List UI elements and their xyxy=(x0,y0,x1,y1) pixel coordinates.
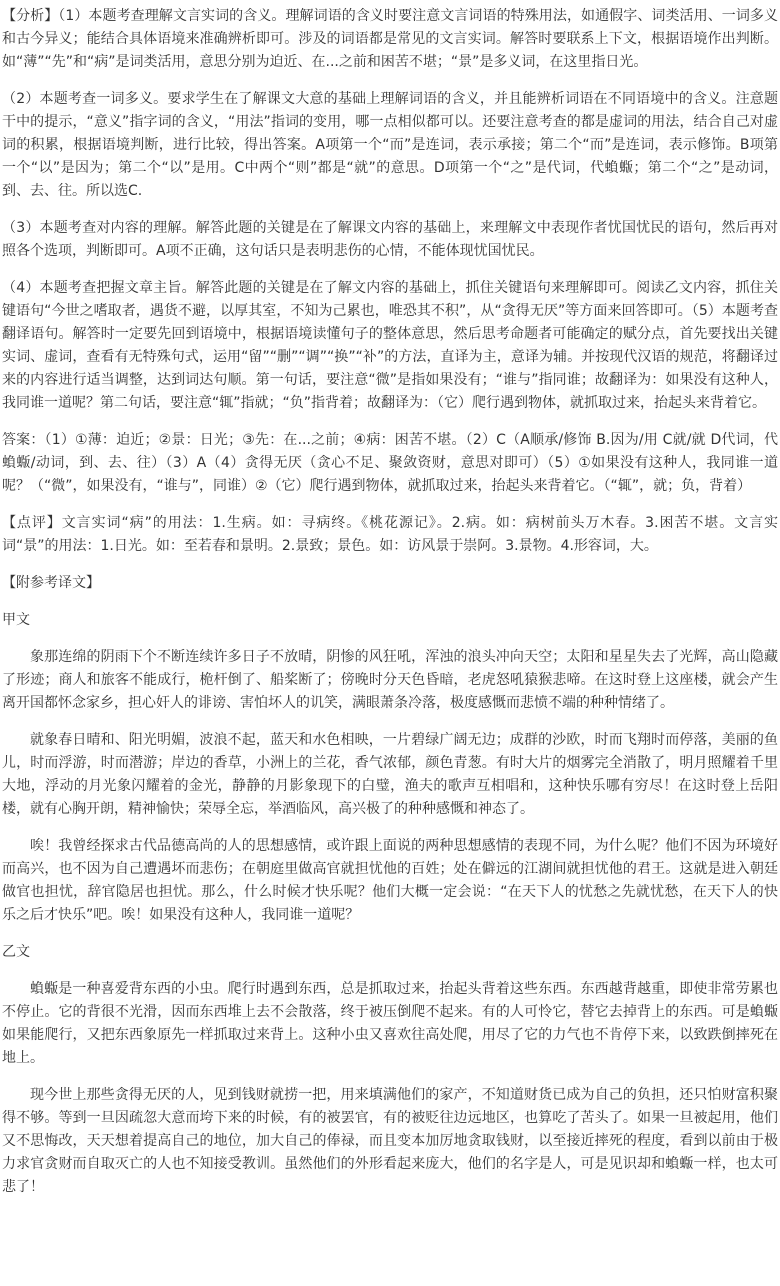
text-b-label: 乙文 xyxy=(2,944,30,960)
comment-paragraph: 【点评】文言实词“病”的用法：1.生病。如：寻病终。《桃花源记》。2.病。如：病树前头万木春。3.困苦不堪。文言实词“景”的用法：1.日光。如：至若春和景明。2.景致；景色。如：访风景于崇阿。3.景物。4.形容词，大。 xyxy=(2,515,778,554)
analysis-paragraph-2: （2）本题考查一词多义。要求学生在了解课文大意的基础上理解词语的含义，并且能辨析词语在不同语境中的含义。注意题干中的提示，“意义”指字词的含义，“用法”指词的变用，哪一点相似都可以。还要注意考查的都是虚词的用法，结合自己对虚词的积累，根据语境判断，进行比较，得出答案。A项第一个“而”是连词，表示承接；第二个“而”是连词，表示修饰。B项第一个“以”是因为；第二个“以”是用。C中两个“则”都是“就”的意思。D项第一个“之”是代词，代蝜蝂；第二个“之”是动词，到、去、往。所以选C. xyxy=(2,91,778,199)
text-b-paragraph-1: 蝜蝂是一种喜爱背东西的小虫。爬行时遇到东西，总是抓取过来，抬起头背着这些东西。东西越背越重，即使非常劳累也不停止。它的背很不光滑，因而东西堆上去不会散落，终于被压倒爬不起来。有的人可怜它，替它去掉背上的东西。可是蝜蝂如果能爬行，又把东西象原先一样抓取过来背上。这种小虫又喜欢往高处爬，用尽了它的力气也不肯停下来，以致跌倒摔死在地上。 xyxy=(2,981,778,1066)
answer-paragraph: 答案：（1）①薄：迫近；②景：日光；③先：在...之前；④病：困苦不堪。（2）C（A顺承/修饰 B.因为/用 C就/就 D代词，代蝜蝂/动词，到、去、往）（3）A（4）贪得无厌（贪心不足、聚敛资财，意思对即可）（5）①如果没有这种人，我同谁一道呢？（“微”，如果没有，“谁与”，同谁）②（它）爬行遇到物体，就抓取过来，抬起头来背着它。（“辄”，就；负，背着） xyxy=(2,432,778,494)
analysis-paragraph-4: （4）本题考查把握文章主旨。解答此题的关键是在了解文内容的基础上，抓住关键语句来理解即可。阅读乙文内容，抓住关键语句“今世之嗜取者，遇货不避，以厚其室，不知为己累也，唯恐其不积”，从“贪得无厌”等方面来回答即可。（5）本题考查翻译语句。解答时一定要先回到语境中，根据语境读懂句子的整体意思，然后思考命题者可能确定的赋分点，首先要找出关键实词、虚词，查看有无特殊句式，运用“留”“删”“调”“换”“补”的方法，直译为主，意译为辅。并按现代汉语的规范，将翻译过来的内容进行适当调整，达到词达句顺。第一句话，要注意“微”是指如果没有；“谁与”指同谁；故翻译为：如果没有这种人，我同谁一道呢？第二句话，要注意“辄”指就；“负”指背着；故翻译为：（它）爬行遇到物体，就抓取过来，抬起头来背着它。 xyxy=(2,280,778,411)
text-a-paragraph-2: 就象春日晴和、阳光明媚，波浪不起，蓝天和水色相映，一片碧绿广阔无边；成群的沙欧，时而飞翔时而停落，美丽的鱼儿，时而浮游，时而潜游；岸边的香草，小洲上的兰花，香气浓郁，颜色青葱。有时大片的烟雾完全消散了，明月照耀着千里大地，浮动的月光象闪耀着的金光，静静的月影象现下的白璧，渔夫的歌声互相唱和，这种快乐哪有穷尽！在这时登上岳阳楼，就有心胸开朗，精神愉快；荣辱全忘，举酒临风，高兴极了的种种感慨和神态了。 xyxy=(2,732,778,817)
text-a-paragraph-1: 象那连绵的阴雨下个不断连续许多日子不放晴，阴惨的风狂吼，浑浊的浪头冲向天空；太阳和星星失去了光辉，高山隐藏了形迹；商人和旅客不能成行，桅杆倒了、船桨断了；傍晚时分天色昏暗，老虎怒吼猿猴悲啼。在这时登上这座楼，就会产生离开国都怀念家乡，担心奸人的诽谤、害怕坏人的讥笑，满眼萧条冷落，极度感慨而悲愤不端的种种情绪了。 xyxy=(2,649,778,711)
analysis-paragraph-3: （3）本题考查对内容的理解。解答此题的关键是在了解课文内容的基础上，来理解文中表现作者忧国忧民的语句，然后再对照各个选项，判断即可。A项不正确，这句话只是表明悲伤的心情，不能体现忧国忧民。 xyxy=(2,220,778,259)
analysis-paragraph-1: 【分析】（1）本题考查理解文言实词的含义。理解词语的含义时要注意文言词语的特殊用法，如通假字、词类活用、一词多义和古今异义；能结合具体语境来准确辨析即可。涉及的词语都是常见的文言实词。解答时要联系上下文，根据语境作出判断。如“薄”“先”和“病”是词类活用，意思分别为迫近、在...之前和困苦不堪；“景”是多义词，在这里指日光。 xyxy=(2,8,778,70)
translation-heading: 【附参考译文】 xyxy=(2,575,100,591)
text-b-paragraph-2: 现今世上那些贪得无厌的人，见到钱财就捞一把，用来填满他们的家产，不知道财货已成为自己的负担，还只怕财富积聚得不够。等到一旦因疏忽大意而垮下来的时候，有的被罢官，有的被贬往边远地区，也算吃了苦头了。如果一旦被起用，他们又不思悔改，天天想着提高自己的地位，加大自己的俸禄，而且变本加厉地贪取钱财，以至接近摔死的程度，看到以前由于极力求官贪财而自取灭亡的人也不知接受教训。虽然他们的外形看起来庞大，他们的名字是人，可是见识却和蝜蝂一样，也太可悲了！ xyxy=(2,1087,778,1195)
text-a-paragraph-3: 唉！我曾经探求古代品德高尚的人的思想感情，或许跟上面说的两种思想感情的表现不同，为什么呢？他们不因为环境好而高兴，也不因为自己遭遇坏而悲伤；在朝庭里做高官就担忧他的百姓；处在僻远的江湖间就担忧他的君王。这就是进入朝廷做官也担忧，辞官隐居也担忧。那么，什么时候才快乐呢？他们大概一定会说：“在天下人的忧愁之先就忧愁，在天下人的快乐之后才快乐”吧。唉！如果没有这种人，我同谁一道呢？ xyxy=(2,838,778,923)
text-a-label: 甲文 xyxy=(2,612,30,628)
